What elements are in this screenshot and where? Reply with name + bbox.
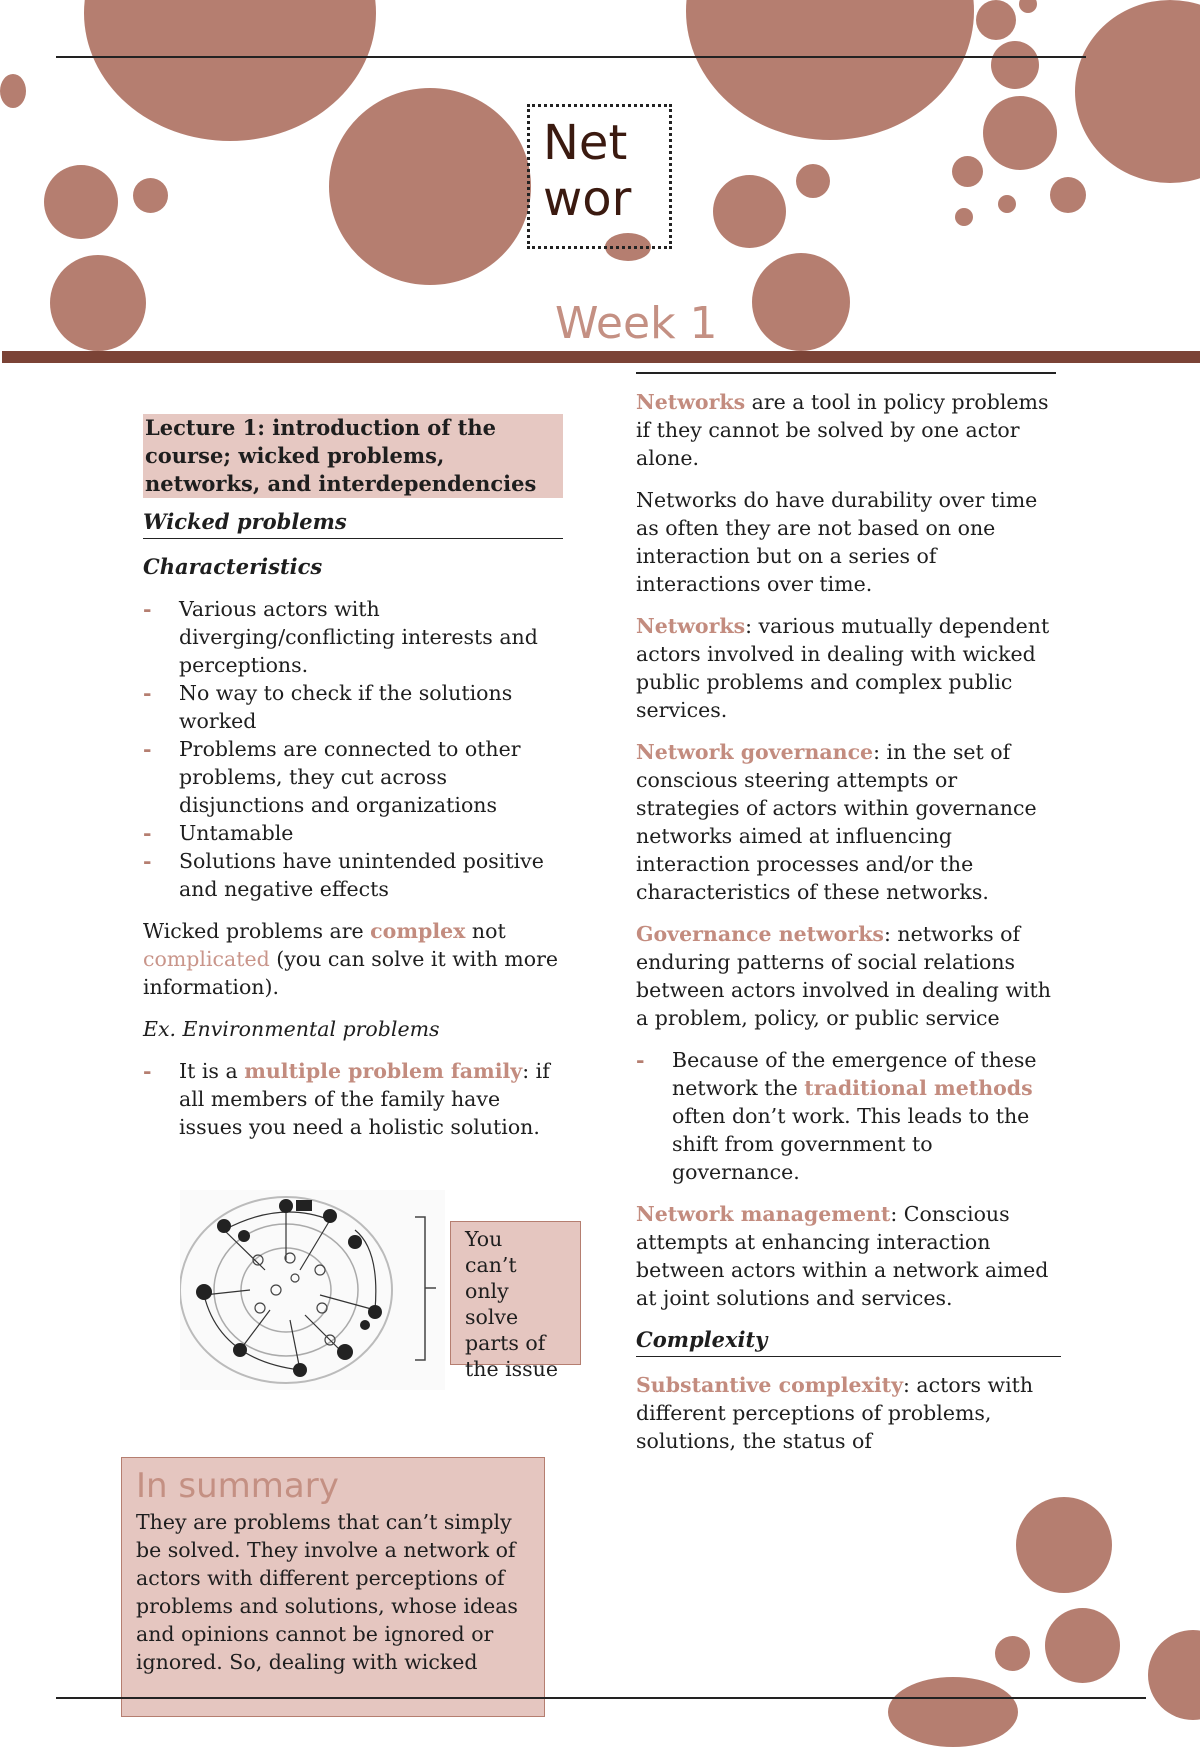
right-column	[636, 388, 1061, 1469]
list-item: - It is a multiple problem family: if all members of the family have issues you need a holistic solution.	[143, 1057, 563, 1141]
list-item: - Various actors with diverging/conflicting interests and perceptions.	[143, 595, 563, 679]
term-networks: Networks	[636, 614, 746, 638]
subheading: Characteristics	[143, 554, 323, 579]
lecture-heading: Lecture 1: introduction of the course; wicked problems, networks, and interdependencies	[143, 414, 563, 498]
callout-line: parts of	[465, 1331, 546, 1355]
network-governance-definition: Network governance: in the set of conscious steering attempts or strategies of actors within governance networks aimed at influencing interaction processes and/or the characteristics of these networks.	[636, 740, 1037, 904]
networks-definition: Networks: various mutually dependent actors involved in dealing with wicked public problems and complex public services.	[636, 614, 1050, 722]
term-network-management: Network management	[636, 1202, 891, 1226]
complex-paragraph: Wicked problems are complex not complicated (you can solve it with more information).	[143, 919, 559, 999]
right-top-rule	[636, 372, 1056, 374]
governance-networks-definition: Governance networks: networks of enduring patterns of social relations between actors involved in dealing with a problem, policy, or public service	[636, 922, 1051, 1030]
header-bar	[2, 351, 1200, 363]
term-complicated: complicated	[143, 947, 270, 971]
list-item: - Because of the emergence of these network the traditional methods often don’t work. This leads to the shift from government to governance.	[636, 1046, 1061, 1186]
network-of-actors-diagram-icon	[180, 1190, 445, 1390]
left-column	[143, 414, 563, 1155]
title-line-1: Net	[543, 115, 628, 171]
substantive-complexity-definition: Substantive complexity: actors with different perceptions of problems, solutions, the status of	[636, 1373, 1034, 1453]
term-complex: complex	[370, 919, 466, 943]
header-rule	[56, 56, 1086, 58]
week-label: Week 1	[555, 298, 718, 349]
callout-line: the issue	[465, 1357, 559, 1381]
term-multiple-problem-family: multiple problem family	[244, 1059, 523, 1083]
term-networks: Networks	[636, 390, 746, 414]
complexity-heading: Complexity	[636, 1326, 1061, 1357]
term-traditional-methods: traditional methods	[804, 1076, 1033, 1100]
list-item: - Solutions have unintended positive and negative effects	[143, 847, 563, 903]
summary-title: In summary	[136, 1466, 339, 1506]
family-list	[143, 1057, 563, 1141]
networks-paragraph: Networks are a tool in policy problems if they cannot be solved by one actor alone.	[636, 390, 1049, 470]
durability-paragraph: Networks do have durability over time as often they are not based on one interaction but on a series of interactions over time.	[636, 488, 1038, 596]
list-item: - Problems are connected to other problems, they cut across disjunctions and organizations	[143, 735, 563, 819]
callout-line: solve	[465, 1305, 519, 1329]
callout-line: only	[465, 1279, 509, 1303]
list-item: - Untamable	[143, 819, 563, 847]
summary-box	[121, 1457, 545, 1717]
callout-line: You	[465, 1227, 503, 1251]
term-substantive-complexity: Substantive complexity	[636, 1373, 903, 1397]
list-item: - No way to check if the solutions worked	[143, 679, 563, 735]
characteristics-list	[143, 595, 563, 903]
example-line: Ex. Environmental problems	[143, 1017, 440, 1041]
term-governance-networks: Governance networks	[636, 922, 884, 946]
section-heading: Wicked problems	[143, 508, 563, 539]
title-line-2: wor	[543, 171, 632, 227]
term-network-governance: Network governance	[636, 740, 874, 764]
callout-box	[450, 1221, 581, 1381]
title-box	[527, 104, 672, 249]
network-management-definition: Network management: Conscious attempts at enhancing interaction between actors within a network aimed at joint solutions and services.	[636, 1202, 1049, 1310]
callout-line: can’t	[465, 1253, 517, 1277]
summary-text: They are problems that can’t simply be solved. They involve a network of actors with different perceptions of problems and solutions, whose ideas and opinions cannot be ignored or ignored. So, dealing with wicked	[136, 1510, 518, 1674]
traditional-methods-list	[636, 1046, 1061, 1186]
footer-rule	[56, 1697, 1146, 1699]
